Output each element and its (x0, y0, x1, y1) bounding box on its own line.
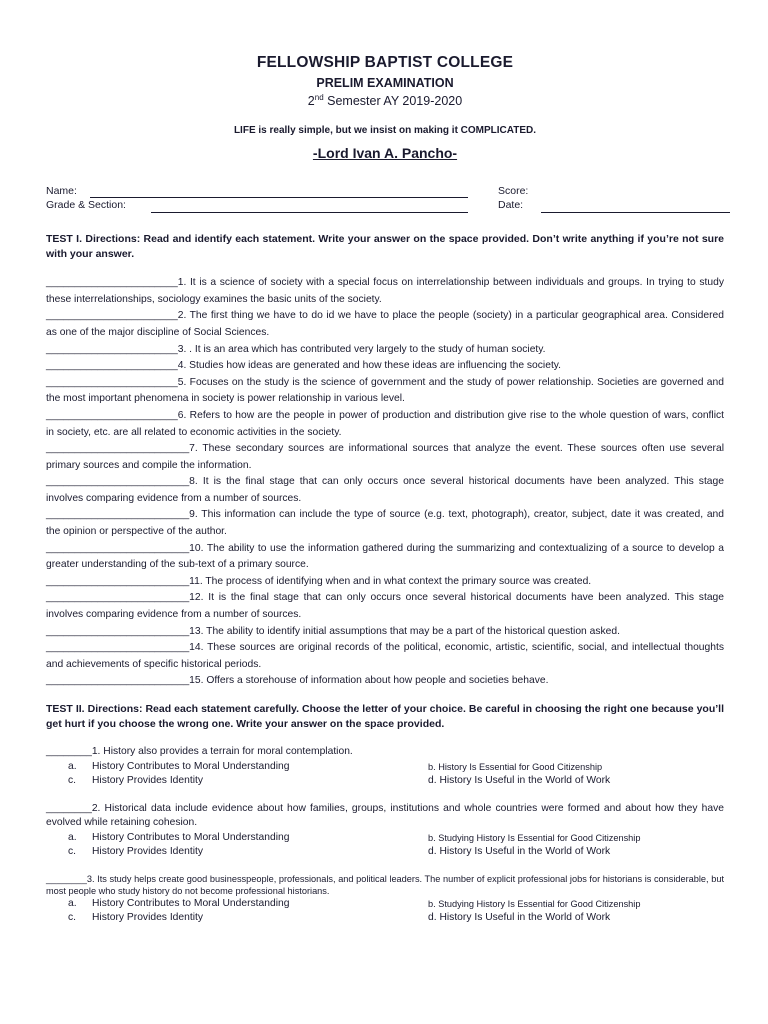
option-letter: c. (68, 775, 77, 786)
test1-item: _________________________11. The process of identifying when and in what context the primary source was created. (46, 575, 592, 587)
date-field-line[interactable] (541, 212, 730, 213)
test2-directions: TEST II. Directions: Read each statement carefully. Choose the letter of your choice. Be careful in choosing the right one because you’ll get hurt if you choose the wrong one. Write your answer on the space provided. (46, 703, 724, 730)
test1-item: _______________________4. Studies how ideas are generated and how these ideas are influencing the society. (46, 360, 562, 372)
mc-options (46, 897, 724, 926)
option-a (68, 897, 428, 912)
option-b: b. History Is Essential for Good Citizenship (428, 761, 603, 772)
mc-question-stem: ________2. Historical data include evidence about how families, groups, institutions and whole countries were formed and about how they have evolved while retaining cohesion. (46, 802, 724, 828)
option-letter: a. (68, 897, 77, 909)
option-text: History Provides Identity (92, 775, 204, 786)
test1-item: _________________________8. It is the final stage that can only occurs once several historical documents have been analyzed. This stage involves comparing evidence from a number of sources. (46, 476, 724, 504)
test1-items (46, 275, 724, 690)
semester-ordinal-suffix: nd (314, 93, 324, 102)
exam-page (46, 50, 724, 926)
exam-header (46, 54, 724, 161)
option-letter: c. (68, 912, 77, 923)
date-label: Date: (498, 199, 524, 212)
name-label: Name: (46, 185, 77, 198)
quote-author: -Lord Ivan A. Pancho- (312, 145, 458, 162)
test1-item: _______________________3. . It is an area which has contributed very largely to the study of human society. (46, 343, 546, 355)
option-text: History Contributes to Moral Understanding (92, 897, 290, 909)
option-a (68, 831, 428, 846)
mc-question-stem: ________3. Its study helps create good businesspeople, professionals, and political leaders. The number of explicit professional jobs for historians is considerable, but most people who study history do not become professional historians. (46, 873, 724, 896)
test1-item: _______________________6. Refers to how are the people in power of production and distribution give rise to the whole question of wars, conflict in society, etc. are all related to economic activities in the society. (46, 409, 724, 438)
mc-question-stem: ________1. History also provides a terrain for moral contemplation. (46, 746, 353, 757)
option-letter: c. (68, 846, 77, 857)
score-label: Score: (498, 185, 529, 198)
semester-ordinal: 2 (307, 94, 315, 109)
mc-question (46, 745, 724, 789)
option-text: History Contributes to Moral Understanding (92, 831, 290, 843)
test1-item: _________________________13. The ability to identify initial assumptions that may be a part of the historical question asked. (46, 625, 620, 637)
motto-quote: LIFE is really simple, but we insist on making it COMPLICATED. (233, 125, 537, 137)
test1-item: _________________________15. Offers a storehouse of information about how people and societies behave. (46, 675, 549, 687)
grade-section-label: Grade & Section: (46, 199, 126, 212)
test1-item: _________________________10. The ability to use the information gathered during the summarizing and contextualizing of a source to develop a greater understanding of the sub-text of a primary source. (46, 542, 724, 571)
option-b: b. Studying History Is Essential for Good Citizenship (428, 832, 641, 843)
option-d: d. History Is Useful in the World of Work (428, 912, 611, 923)
mc-question (46, 802, 724, 860)
semester-text: Semester AY 2019-2020 (323, 94, 463, 109)
option-c (68, 845, 428, 860)
option-text: History Provides Identity (92, 912, 204, 923)
grade-section-field-line[interactable] (151, 212, 468, 213)
test1-item: _________________________7. These secondary sources are informational sources that analyze the event. These sources often use several primary sources and compile the information. (46, 443, 724, 471)
test1-item: _______________________1. It is a science of society with a special focus on interrelationship between individuals and groups. In trying to study these interrelationships, sociology examines the basic units of the society. (46, 277, 724, 305)
option-text: History Contributes to Moral Understanding (92, 760, 290, 772)
option-a (68, 760, 428, 775)
test1-item: _______________________2. The first thing we have to do id we have to place the people (society) in a particular geographical area. Considered as one of the major discipline of Social Sciences. (46, 310, 724, 338)
option-text: History Provides Identity (92, 846, 204, 857)
option-d: d. History Is Useful in the World of Work (428, 775, 611, 786)
semester-line (46, 93, 724, 108)
test1-item: _________________________12. It is the final stage that can only occurs once several historical documents have been analyzed. This stage involves comparing evidence from a number of sources. (46, 592, 724, 621)
mc-options (46, 831, 724, 860)
test1-directions: TEST I. Directions: Read and identify each statement. Write your answer on the space provided. Don’t write anything if you’re not sure with your answer. (46, 233, 724, 261)
option-c (68, 774, 428, 789)
option-letter: a. (68, 760, 77, 772)
college-name: FELLOWSHIP BAPTIST COLLEGE (256, 54, 514, 71)
option-b: b. Studying History Is Essential for Good Citizenship (428, 898, 641, 909)
option-c (68, 911, 428, 926)
name-field-line[interactable] (90, 197, 468, 198)
mc-options (46, 760, 724, 789)
test1-item: _________________________9. This information can include the type of source (e.g. text, photograph), creator, subject, date it was created, and the opinion or perspective of the author. (46, 509, 724, 538)
test1-item: _________________________14. These sources are original records of the political, economic, artistic, scientific, social, and intellectual thoughts and achievements of specific historical periods. (46, 642, 724, 670)
mc-question (46, 873, 724, 926)
option-d: d. History Is Useful in the World of Work (428, 846, 611, 857)
test1-item: _______________________5. Focuses on the study is the science of government and the study of power relationship. Societies are governed and the most important phenomena in society is power relationship in various level. (46, 376, 724, 405)
exam-title: PRELIM EXAMINATION (316, 76, 454, 90)
option-letter: a. (68, 831, 77, 843)
student-info-block (46, 185, 724, 221)
